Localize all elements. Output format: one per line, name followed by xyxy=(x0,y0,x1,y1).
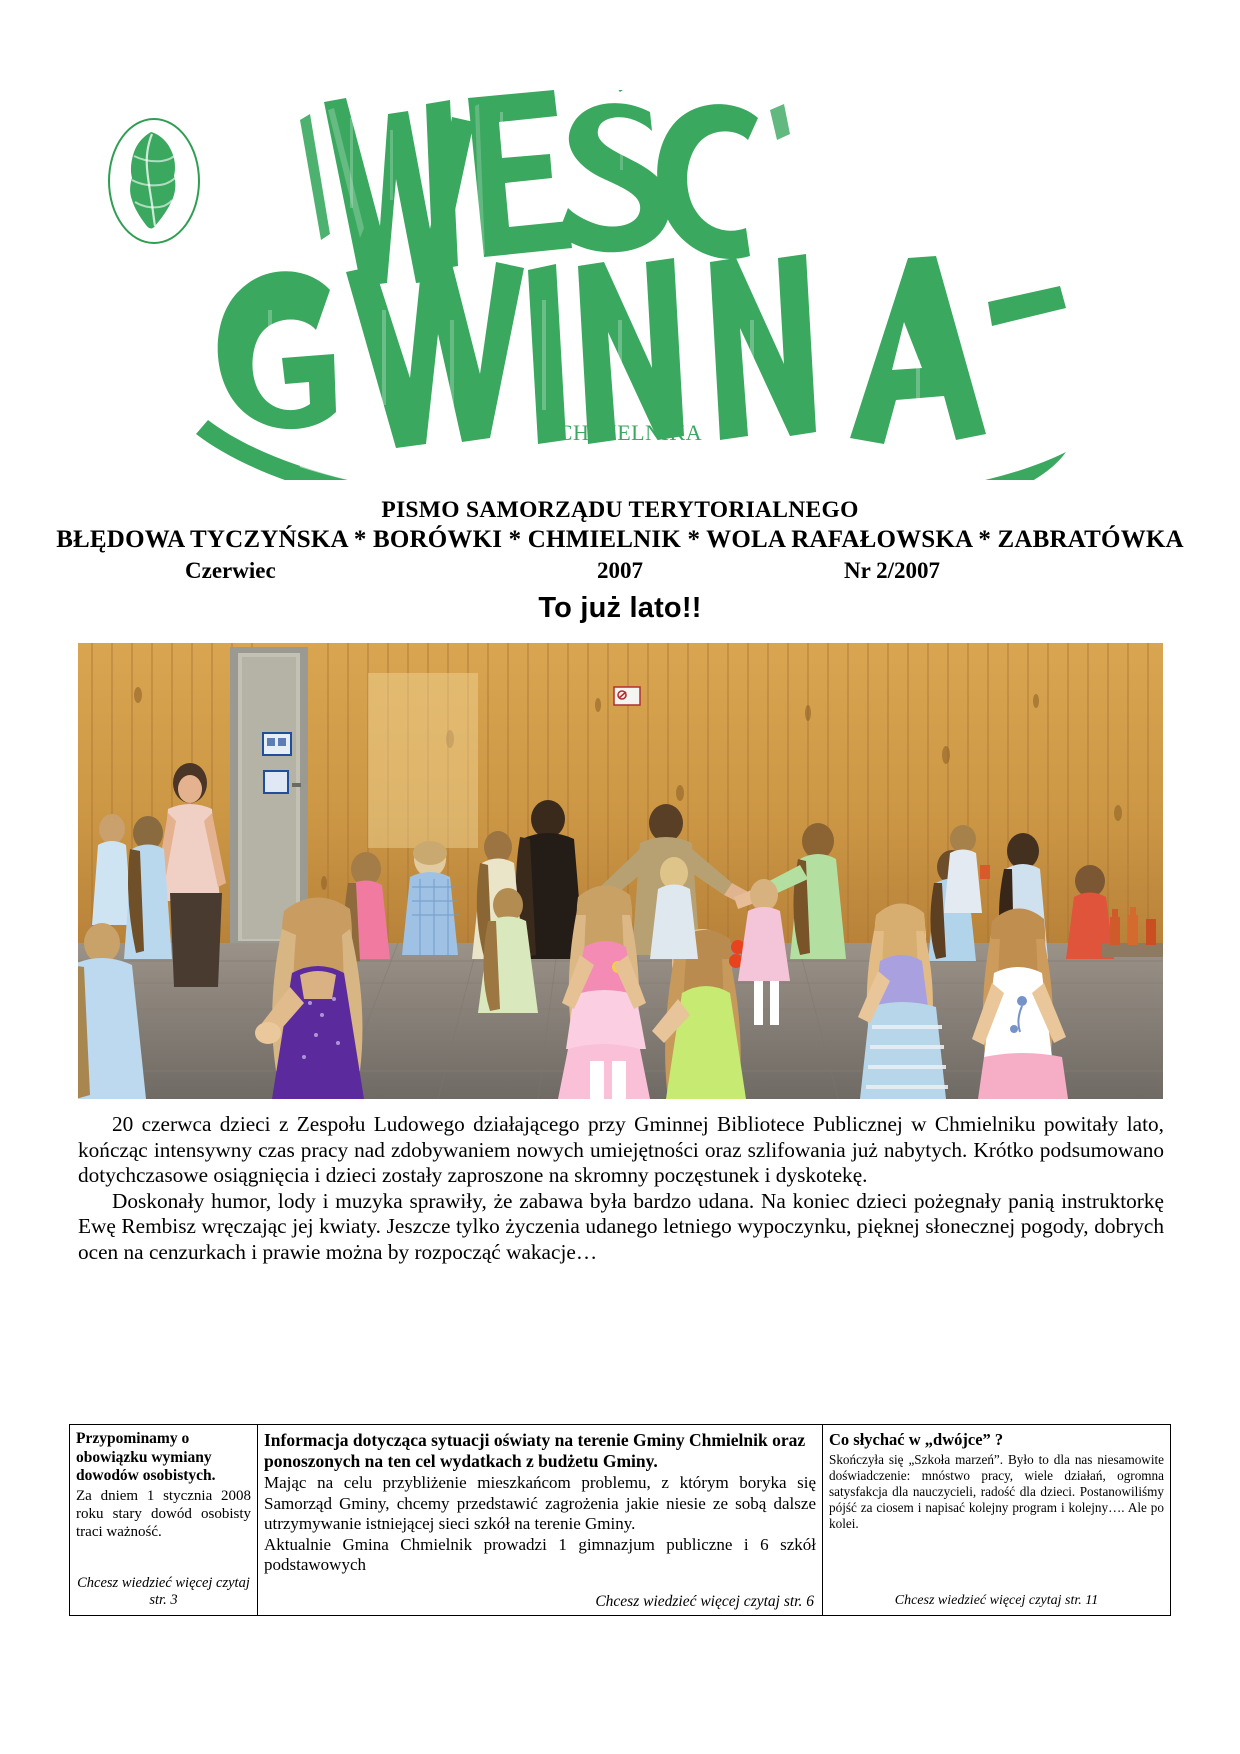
dancing-children-photo-illustration xyxy=(78,643,1163,1099)
teaser-box-co-slychac-w-dwojce[interactable] xyxy=(823,1425,1170,1615)
teaser-read-more-link[interactable]: Chcesz wiedzieć więcej czytaj str. 3 xyxy=(77,1575,250,1608)
teaser-box-dowody-osobiste[interactable] xyxy=(70,1425,258,1615)
wordmark-subtitle: Z CHMIELNIKA xyxy=(537,420,703,445)
teaser-box-oswiata-budzet[interactable] xyxy=(258,1425,823,1615)
masthead xyxy=(0,0,1240,492)
lead-photo xyxy=(78,643,1163,1099)
publication-descriptor: PISMO SAMORZĄDU TERYTORIALNEGO xyxy=(381,497,859,523)
page-title: To już lato!! xyxy=(538,592,702,624)
teaser-title: Co słychać w „dwójce” ? xyxy=(829,1430,1004,1449)
masthead-info-block xyxy=(0,496,1240,588)
issue-month: Czerwiec xyxy=(185,558,276,583)
teaser-read-more-link[interactable]: Chcesz wiedzieć więcej czytaj str. 11 xyxy=(894,1593,1099,1608)
article-paragraph-1: 20 czerwca dzieci z Zespołu Ludowego działającego przy Gminnej Bibliotece Publicznej w Chmielniku powitały lato, kończąc intensywny czas pracy nad zdobywaniem nowych umiejętności oraz szlifowania już nabytych. Krótko podsumowano dotychczasowe osiągnięcia i dzieci zostały zaproszone na skromny poczęstunek i dyskotekę. xyxy=(78,1112,1164,1188)
teaser-boxes xyxy=(69,1424,1171,1616)
teaser-title: Informacja dotycząca sytuacji oświaty na terenie Gminy Chmielnik oraz ponoszonych na ten cel wydatkach z budżetu Gminy. xyxy=(264,1430,806,1471)
villages-line: BŁĘDOWA TYCZYŃSKA * BORÓWKI * CHMIELNIK * WOLA RAFAŁOWSKA * ZABRATÓWKA xyxy=(56,526,1184,553)
issue-line xyxy=(0,558,1240,588)
teaser-title: Przypominamy o obowiązku wymiany dowodów osobistych. xyxy=(76,1430,216,1484)
teaser-read-more-link[interactable]: Chcesz wiedzieć więcej czytaj str. 6 xyxy=(595,1593,814,1610)
article-paragraph-2: Doskonały humor, lody i muzyka sprawiły, że zabawa była bardzo udana. Na koniec dzieci pożegnały panią instruktorkę Ewę Rembisz wręczając jej kwiaty. Jeszcze tylko życzenia udanego letniego wypoczynku, pięknej słonecznej pogody, dobrych ocen na cenzurkach i prawie można by rozpocząć wakacje… xyxy=(78,1188,1164,1264)
teaser-body: Za dniem 1 stycznia 2008 roku stary dowód osobisty traci ważność. xyxy=(76,1487,251,1540)
teaser-body: Skończyła się „Szkoła marzeń”. Było to dla nas niesamowite doświadczenie: mnóstwo pracy, wiele działań, ogromna satysfakcja dla nauczycieli, radość dla dzieci. Postanowiliśmy pójść za ciosem i napisać kolejny program i kolejny…. Ale po kolei. xyxy=(829,1452,1164,1531)
teaser-body: Mając na celu przybliżenie mieszkańcom problemu, z którym boryka się Samorząd Gminy, chcemy przedstawić zagrożenia jakie niesie ze sobą dalsze utrzymywanie istniejącej sieci szkół na terenie Gminy. Aktualnie Gmina Chmielnik prowadzi 1 gimnazjum publiczne i 6 szkół podstawowych xyxy=(264,1473,816,1574)
issue-number: Nr 2/2007 xyxy=(843,558,940,583)
lead-article-body xyxy=(78,1112,1164,1266)
issue-year: 2007 xyxy=(597,558,643,583)
wordmark-wiesc-gminna xyxy=(150,90,1090,480)
